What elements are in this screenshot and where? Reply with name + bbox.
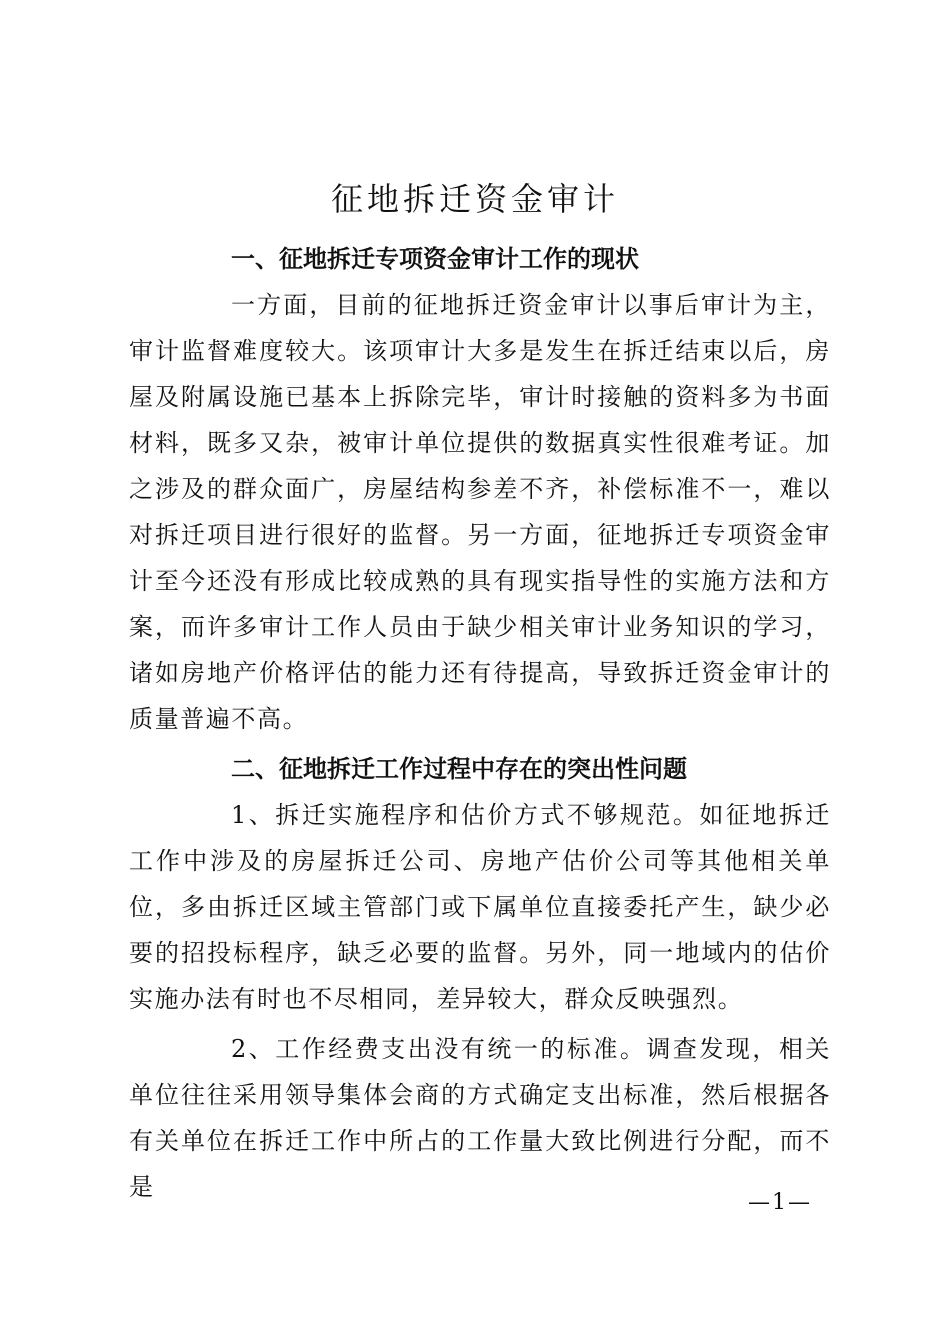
- paragraph-section-1-1: 一方面，目前的征地拆迁资金审计以事后审计为主，审计监督难度较大。该项审计大多是发生在拆迁结束以后，房屋及附属设施已基本上拆除完毕，审计时接触的资料多为书面材料，既多又杂，被审计单位提供的数据真实性很难考证。加之涉及的群众面广，房屋结构参差不齐，补偿标准不一，难以对拆迁项目进行很好的监督。另一方面，征地拆迁专项资金审计至今还没有形成比较成熟的具有现实指导性的实施方法和方案，而许多审计工作人员由于缺少相关审计业务知识的学习，诸如房地产价格评估的能力还有待提高，导致拆迁资金审计的质量普遍不高。: [129, 291, 831, 733]
- section-heading-1: 一、征地拆迁专项资金审计工作的现状: [231, 245, 639, 273]
- paragraph-section-2-2: 2、工作经费支出没有统一的标准。调查发现，相关单位往往采用领导集体会商的方式确定支出标准，然后根据各有关单位在拆迁工作中所占的工作量大致比例进行分配，而不是: [129, 1035, 831, 1201]
- document-title: 征地拆迁资金审计: [330, 180, 619, 218]
- section-heading-2: 二、征地拆迁工作过程中存在的突出性问题: [231, 755, 687, 783]
- paragraph-section-2-1: 1、拆迁实施程序和估价方式不够规范。如征地拆迁工作中涉及的房屋拆迁公司、房地产估价公司等其他相关单位，多由拆迁区域主管部门或下属单位直接委托产生，缺少必要的招投标程序，缺乏必要的监督。另外，同一地域内的估价实施办法有时也不尽相同，差异较大，群众反映强烈。: [129, 801, 831, 1013]
- document-body: [129, 236, 831, 1210]
- page-number: —1—: [748, 1190, 812, 1215]
